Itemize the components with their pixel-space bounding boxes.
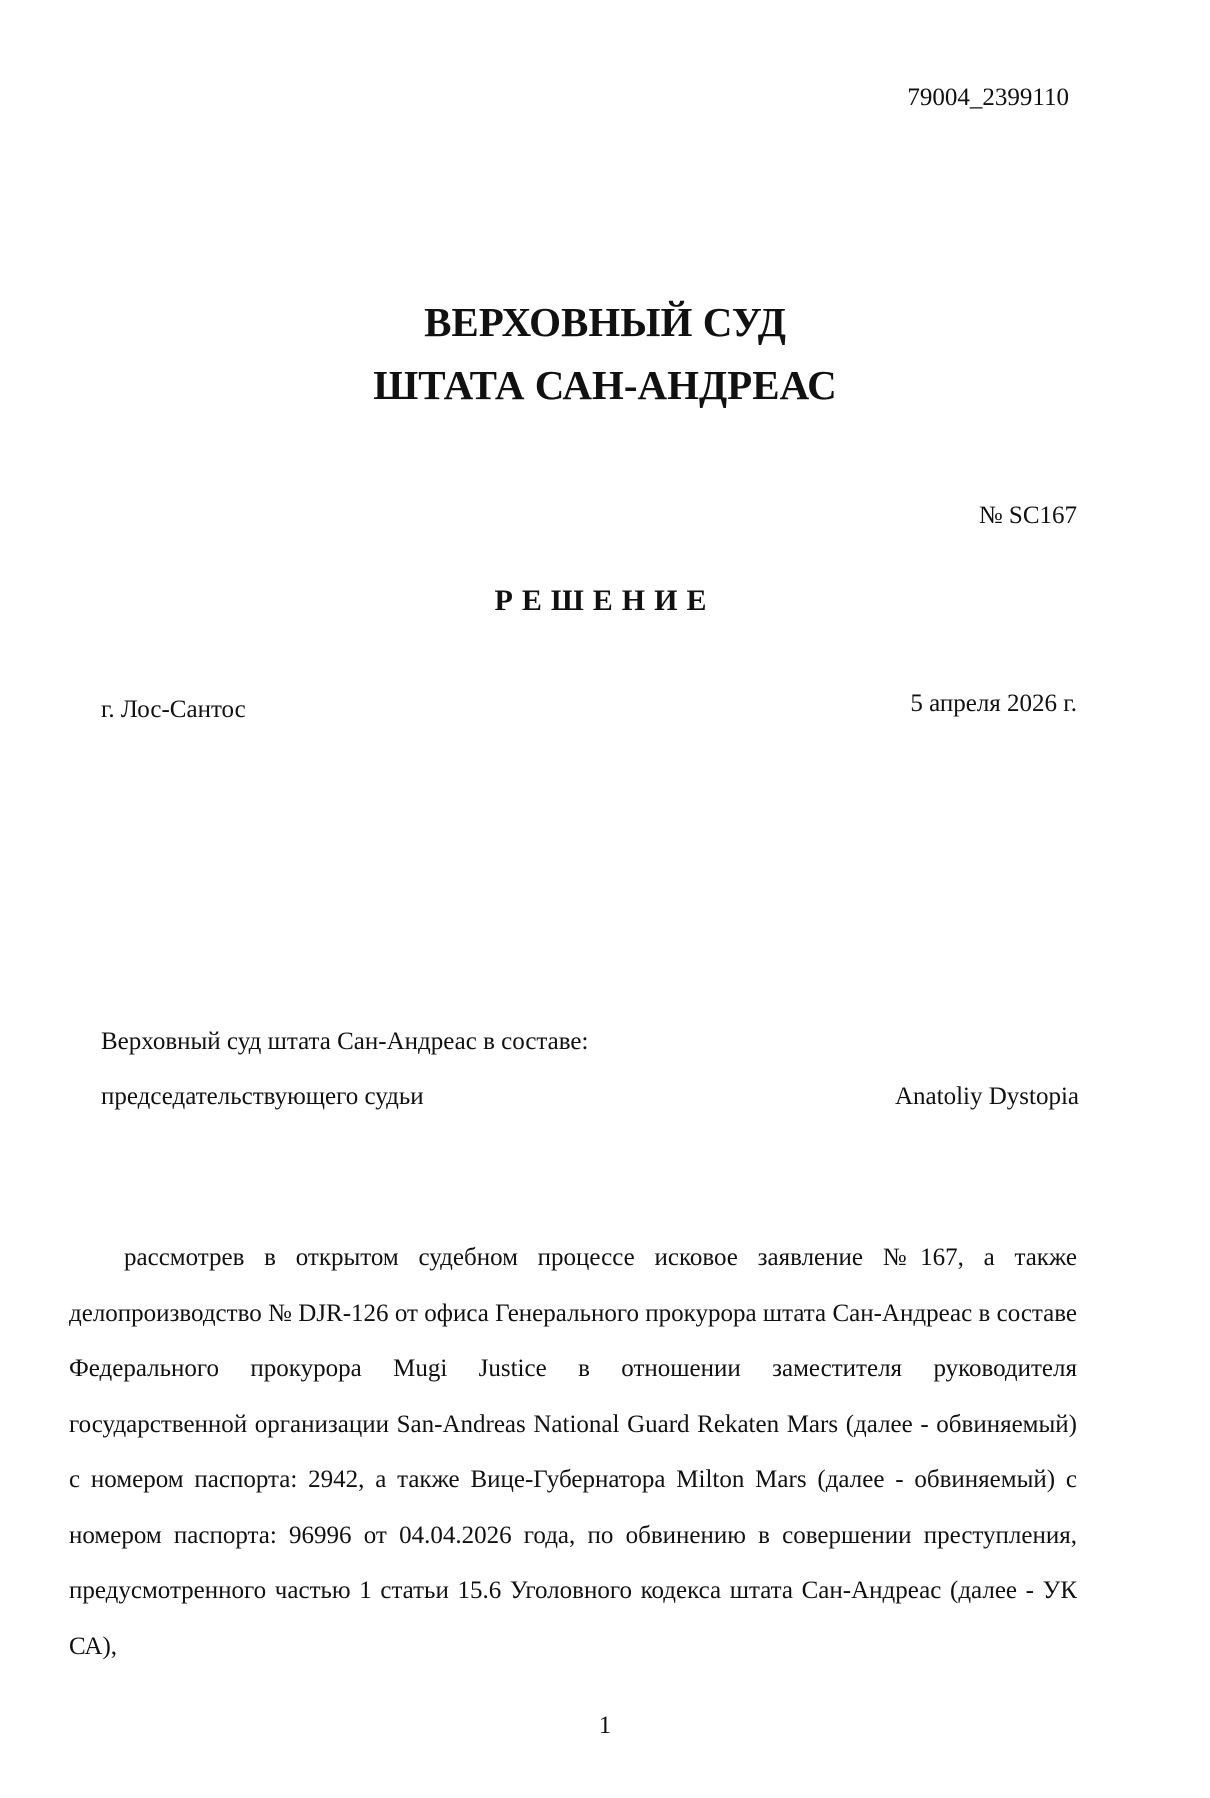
court-composition: Верховный суд штата Сан-Андреас в составе:	[101, 1028, 589, 1055]
court-title-line2: ШТАТА САН-АНДРЕАС	[373, 362, 837, 408]
page-number: 1	[598, 1712, 612, 1739]
document-type-heading: РЕШЕНИЕ	[494, 584, 716, 617]
judge-name: Anatoliy Dystopia	[894, 1083, 1079, 1110]
city: г. Лос-Сантос	[101, 696, 246, 723]
body-paragraph: рассмотрев в открытом судебном процессе исковое заявление №167, а также делопроизводство № DJR-126 от офиса Генерального прокурора штата Сан-Андреас в составе Федерального прокурора Mugi Justice в отношении заместителя руководителя государственной организации San-Andreas National Guard Rekaten Mars (далее - обвиняемый) с номером паспорта: 2942, а также Вице-Губернатора Milton Mars (далее - обвиняемый) с номером паспорта: 96996 от 04.04.2026 года, по обвинению в совершении преступления, предусмотренного частью 1 статьи 15.6 Уголовного кодекса штата Сан-Андреас (далее - УК СА),	[69, 1244, 1077, 1660]
decision-date: 5 апреля 2026 г.	[910, 690, 1077, 717]
court-title-line1: ВЕРХОВНЫЙ СУД	[424, 299, 786, 345]
judge-role: председательствующего судьи	[101, 1083, 424, 1110]
document-id: 79004_2399110	[907, 84, 1069, 111]
case-number: № SC167	[978, 502, 1077, 529]
